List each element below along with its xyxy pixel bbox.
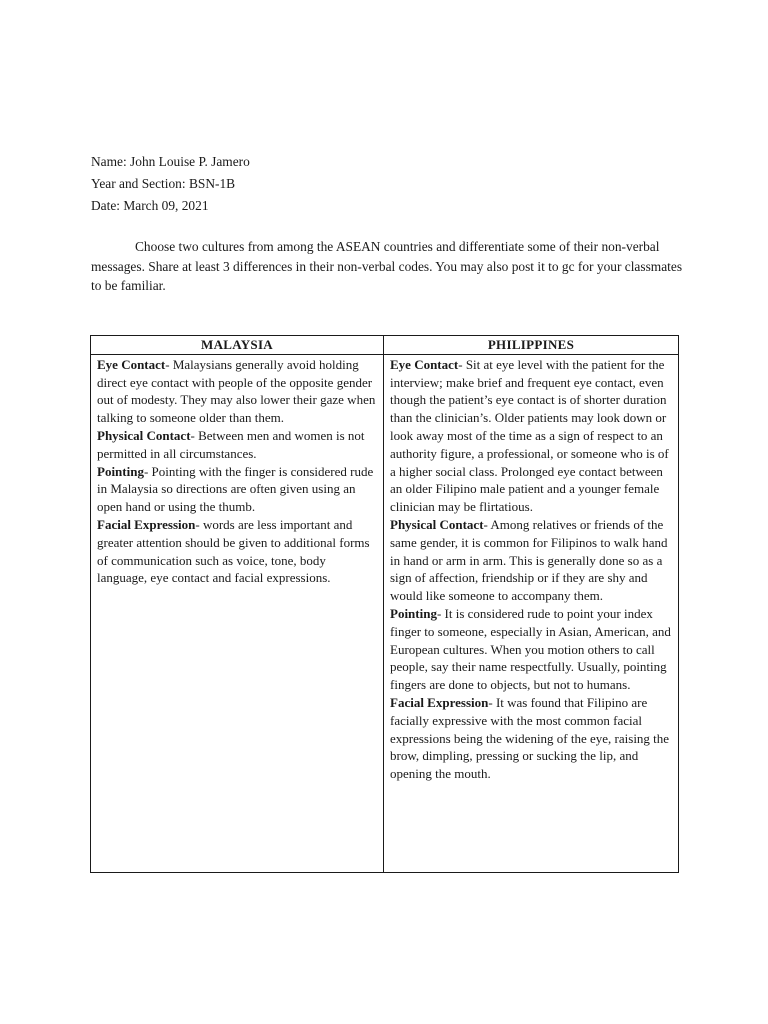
entry-term: Pointing bbox=[390, 605, 437, 621]
name-line: Name: John Louise P. Jamero bbox=[91, 154, 250, 169]
entry-text: - Between men and women is not permitted in all circumstances. bbox=[97, 427, 365, 461]
comparison-table-wrapper bbox=[90, 335, 678, 873]
entry-term: Eye Contact bbox=[390, 356, 459, 372]
philippines-physical-contact bbox=[390, 516, 672, 605]
entry-term: Facial Expression bbox=[390, 694, 489, 710]
entry-text: - Among relatives or friends of the same gender, it is common for Filipinos to walk hand in hand or arm in arm. This is generally done so as a sign of affection, friendship or if they are shy and would like someone to accompany them. bbox=[390, 516, 668, 604]
entry-term: Physical Contact bbox=[97, 427, 191, 443]
entry-text: - It was found that Filipino are facially expressive with the most common facial expressions being the widening of the eye, raising the brow, dimpling, pressing or sucking the lip, and opening the mouth. bbox=[390, 694, 670, 782]
entry-text: - words are less important and greater attention should be given to additional forms of communication such as voice, tone, body language, eye contact and facial expressions. bbox=[97, 516, 370, 586]
entry-term: Eye Contact bbox=[97, 356, 166, 372]
header-malaysia: MALAYSIA bbox=[91, 336, 384, 355]
malaysia-pointing bbox=[97, 463, 377, 516]
entry-term: Pointing bbox=[97, 463, 144, 479]
malaysia-cell bbox=[91, 354, 384, 872]
philippines-eye-contact bbox=[390, 356, 672, 516]
header-philippines: PHILIPPINES bbox=[384, 336, 679, 355]
entry-text: - Malaysians generally avoid holding direct eye contact with people of the opposite gender out of modesty. They may also lower their gaze when talking to someone older than them. bbox=[97, 356, 376, 426]
malaysia-physical-contact bbox=[97, 427, 377, 463]
entry-text: - Pointing with the finger is considered rude in Malaysia so directions are often given using an open hand or using the thumb. bbox=[97, 463, 374, 515]
entry-text: - Sit at eye level with the patient for the interview; make brief and frequent eye contact, even though the patient’s eye contact is of shorter duration than the clinician’s. Older patients may look down or look away most of the time as a sign of respect to an authority figure, a professional, or someone who is of a higher social class. Prolonged eye contact between an older Filipino male patient and a younger female clinician may be flirtatious. bbox=[390, 356, 669, 515]
entry-text: - It is considered rude to point your index finger to someone, especially in Asian, American, and European cultures. When you motion others to call people, say their name respectfully. Usually, pointing fingers are done to objects, but not to humans. bbox=[390, 605, 671, 693]
philippines-pointing bbox=[390, 605, 672, 694]
table-header-row bbox=[91, 336, 679, 355]
philippines-cell bbox=[384, 354, 679, 872]
instructions-paragraph: Choose two cultures from among the ASEAN countries and differentiate some of their non-verbal messages. Share at least 3 differences in their non-verbal codes. You may also post it to gc for your classmates to be familiar. bbox=[91, 239, 683, 293]
entry-term: Physical Contact bbox=[390, 516, 484, 532]
comparison-table bbox=[90, 335, 679, 873]
philippines-facial-expression bbox=[390, 694, 672, 783]
malaysia-facial-expression bbox=[97, 516, 377, 587]
table-row bbox=[91, 354, 679, 872]
entry-term: Facial Expression bbox=[97, 516, 196, 532]
malaysia-eye-contact bbox=[97, 356, 377, 427]
section-line: Year and Section: BSN-1B bbox=[91, 176, 236, 191]
student-info bbox=[91, 151, 250, 217]
date-line: Date: March 09, 2021 bbox=[91, 198, 209, 213]
